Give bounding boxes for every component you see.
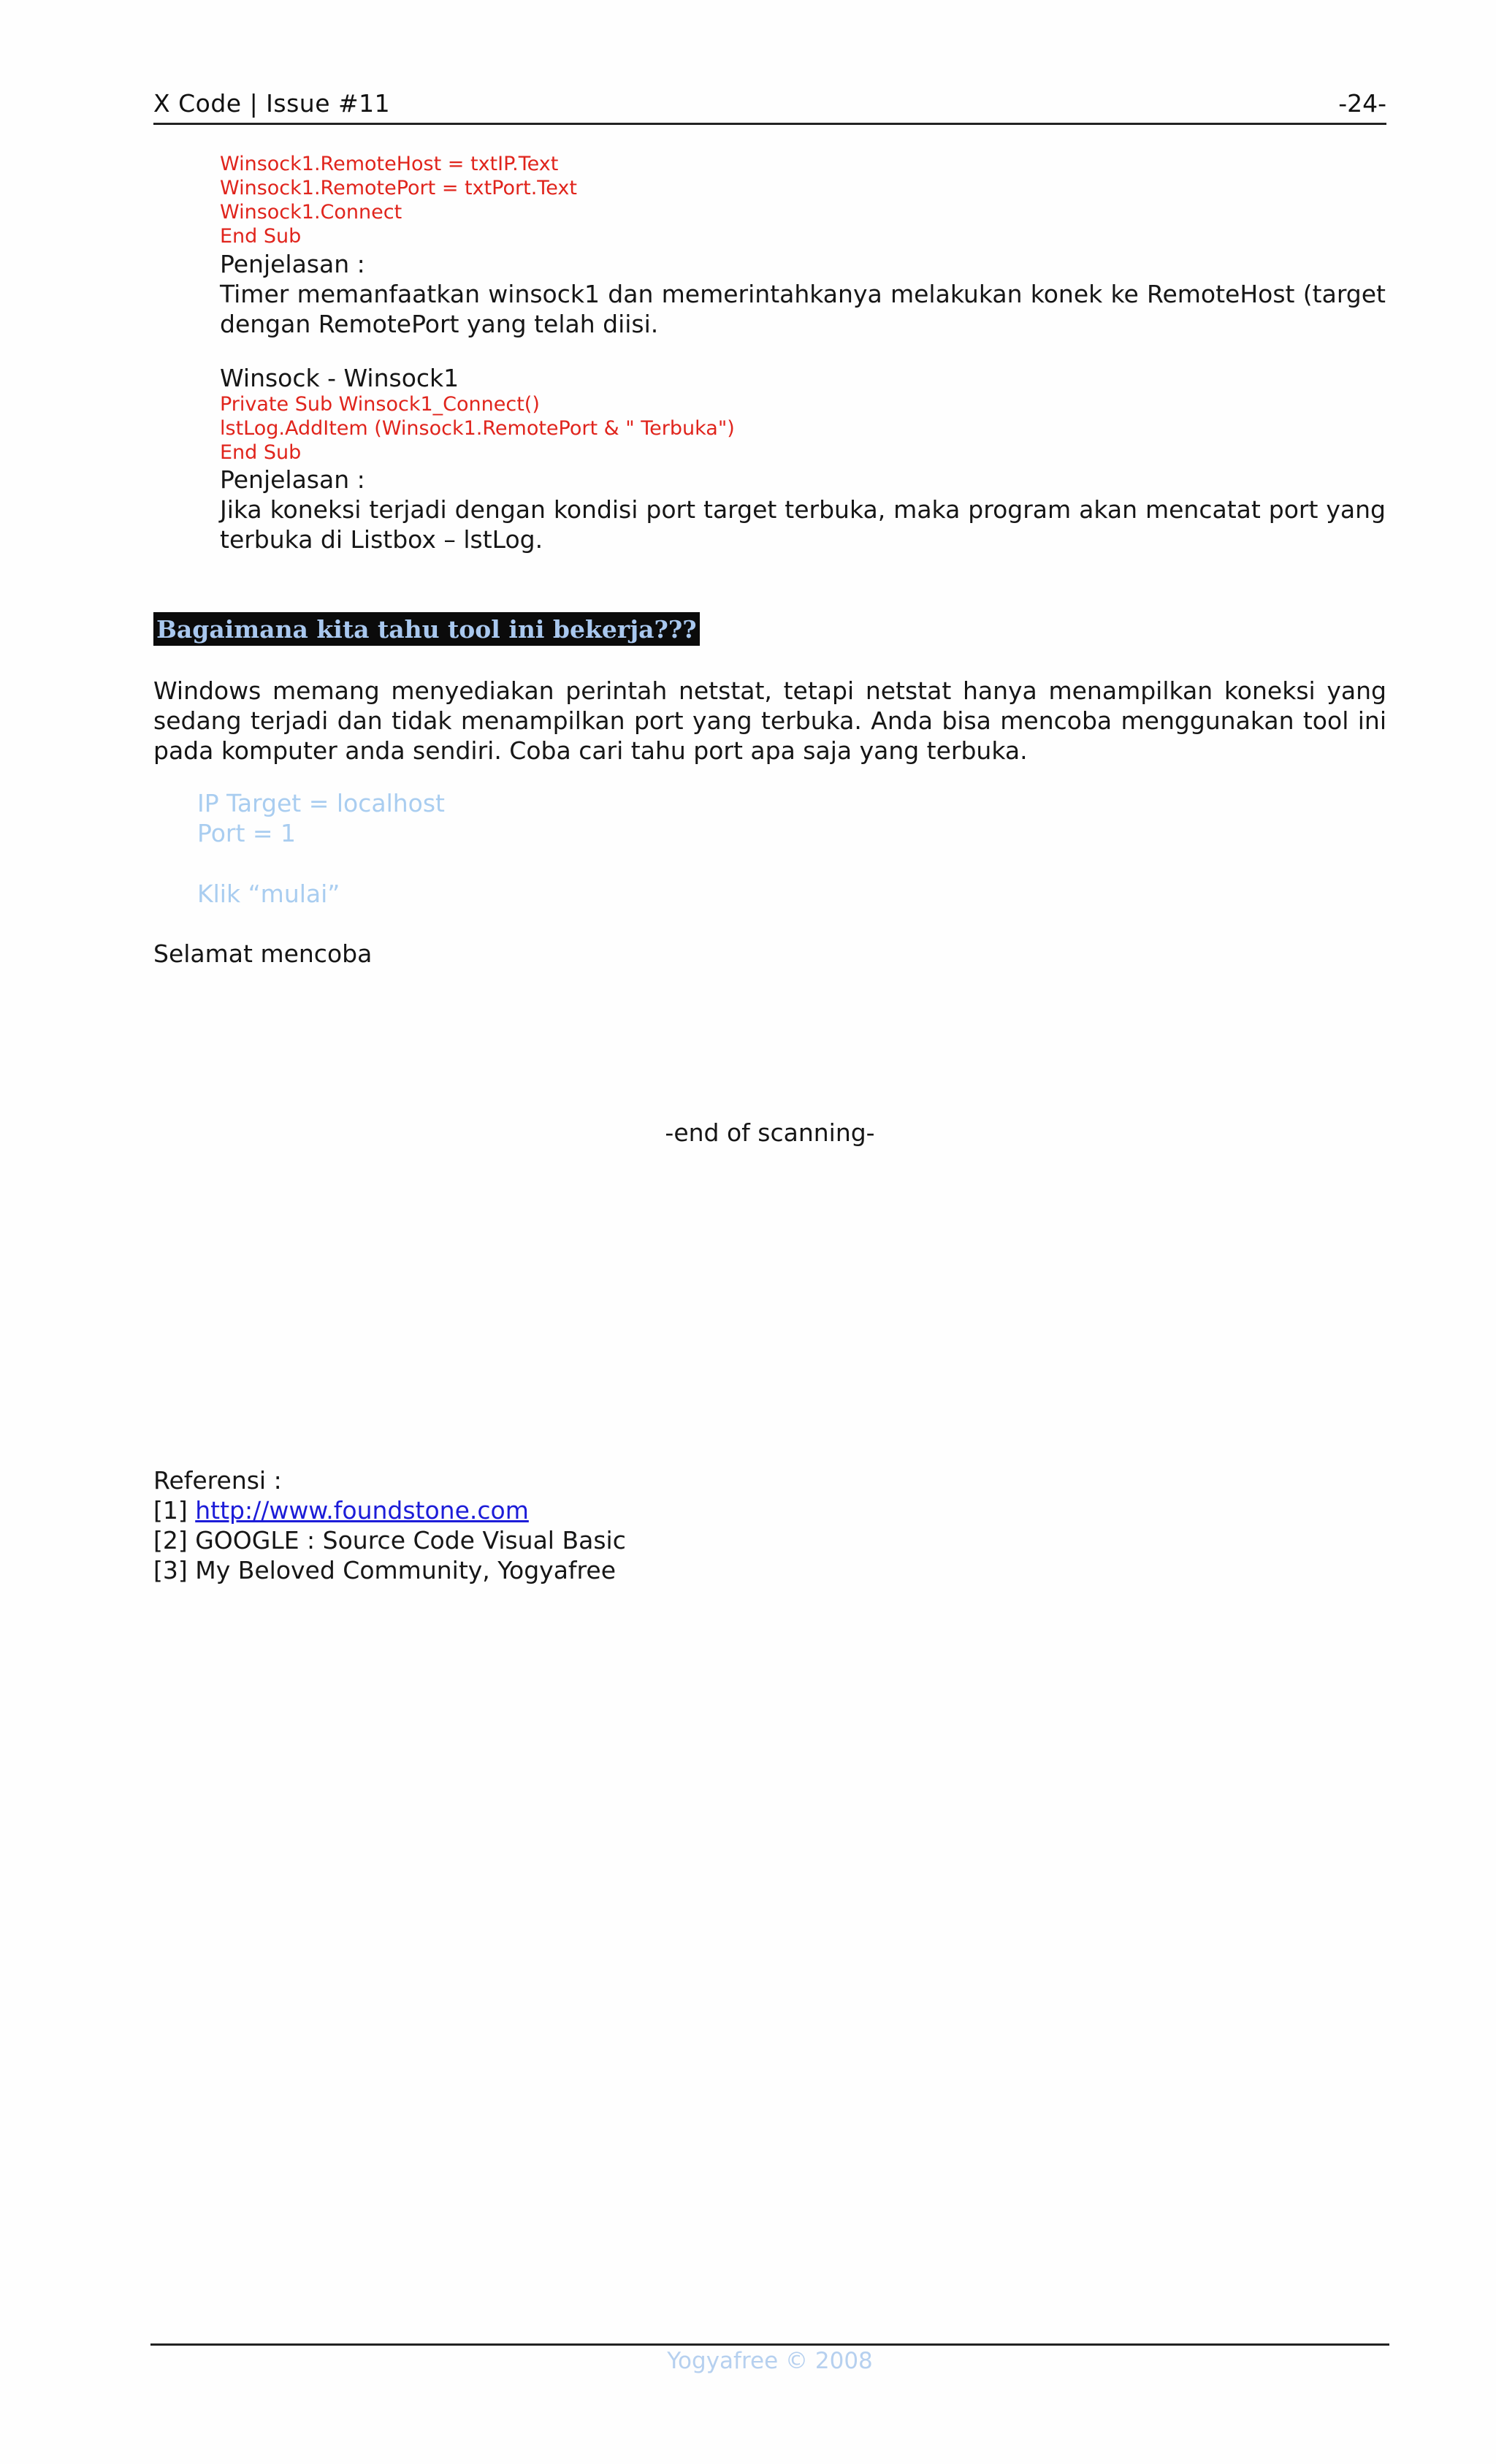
code-line: lstLog.AddItem (Winsock1.RemotePort & " Terbuka") [220, 417, 735, 440]
closing-text: Selamat mencoba [153, 939, 373, 968]
explanation-label: Penjelasan : [220, 465, 365, 494]
end-marker: -end of scanning- [665, 1118, 875, 1147]
footer-divider [150, 2343, 1389, 2346]
code-line: End Sub [220, 225, 302, 248]
example-line: Port = 1 [197, 819, 297, 847]
code-line: Winsock1.RemotePort = txtPort.Text [220, 177, 577, 199]
example-line: IP Target = localhost [197, 789, 445, 817]
section-title: Winsock - Winsock1 [220, 364, 459, 392]
reference-text: GOOGLE : Source Code Visual Basic [195, 1526, 626, 1555]
footer-copyright: Yogyafree © 2008 [667, 2348, 873, 2374]
reference-link[interactable]: http://www.foundstone.com [195, 1496, 529, 1525]
reference-item [153, 1556, 616, 1584]
body-paragraph: Windows memang menyediakan perintah netstat, tetapi netstat hanya menampilkan koneksi yang sedang terjadi dan tidak menampilkan port yang terbuka. Anda bisa mencoba menggunakan tool ini pada komputer anda sendiri. Coba cari tahu port apa saja yang terbuka. [153, 676, 1386, 765]
explanation-label: Penjelasan : [220, 250, 365, 278]
header-title: X Code | Issue #11 [153, 89, 391, 118]
explanation-body: Jika koneksi terjadi dengan kondisi port target terbuka, maka program akan mencatat port yang terbuka di Listbox – lstLog. [220, 495, 1386, 554]
reference-number: [1] [153, 1496, 196, 1525]
code-line: Winsock1.RemoteHost = txtIP.Text [220, 153, 559, 175]
page-header [153, 86, 1386, 125]
section-heading-text: Bagaimana kita tahu tool ini bekerja??? [156, 614, 697, 644]
reference-text: My Beloved Community, Yogyafree [195, 1556, 616, 1584]
reference-number: [3] [153, 1556, 196, 1584]
code-line: End Sub [220, 441, 302, 464]
reference-number: [2] [153, 1526, 196, 1555]
references-title: Referensi : [153, 1466, 282, 1495]
reference-item [153, 1526, 626, 1555]
explanation-body: Timer memanfaatkan winsock1 dan memerintahkanya melakukan konek ke RemoteHost (target dengan RemotePort yang telah diisi. [220, 280, 1386, 338]
section-heading [153, 612, 700, 646]
page-number: -24- [1338, 89, 1386, 118]
reference-item [153, 1496, 529, 1525]
code-line: Private Sub Winsock1_Connect() [220, 393, 540, 416]
example-line: Klik “mulai” [197, 880, 340, 908]
code-line: Winsock1.Connect [220, 201, 402, 224]
